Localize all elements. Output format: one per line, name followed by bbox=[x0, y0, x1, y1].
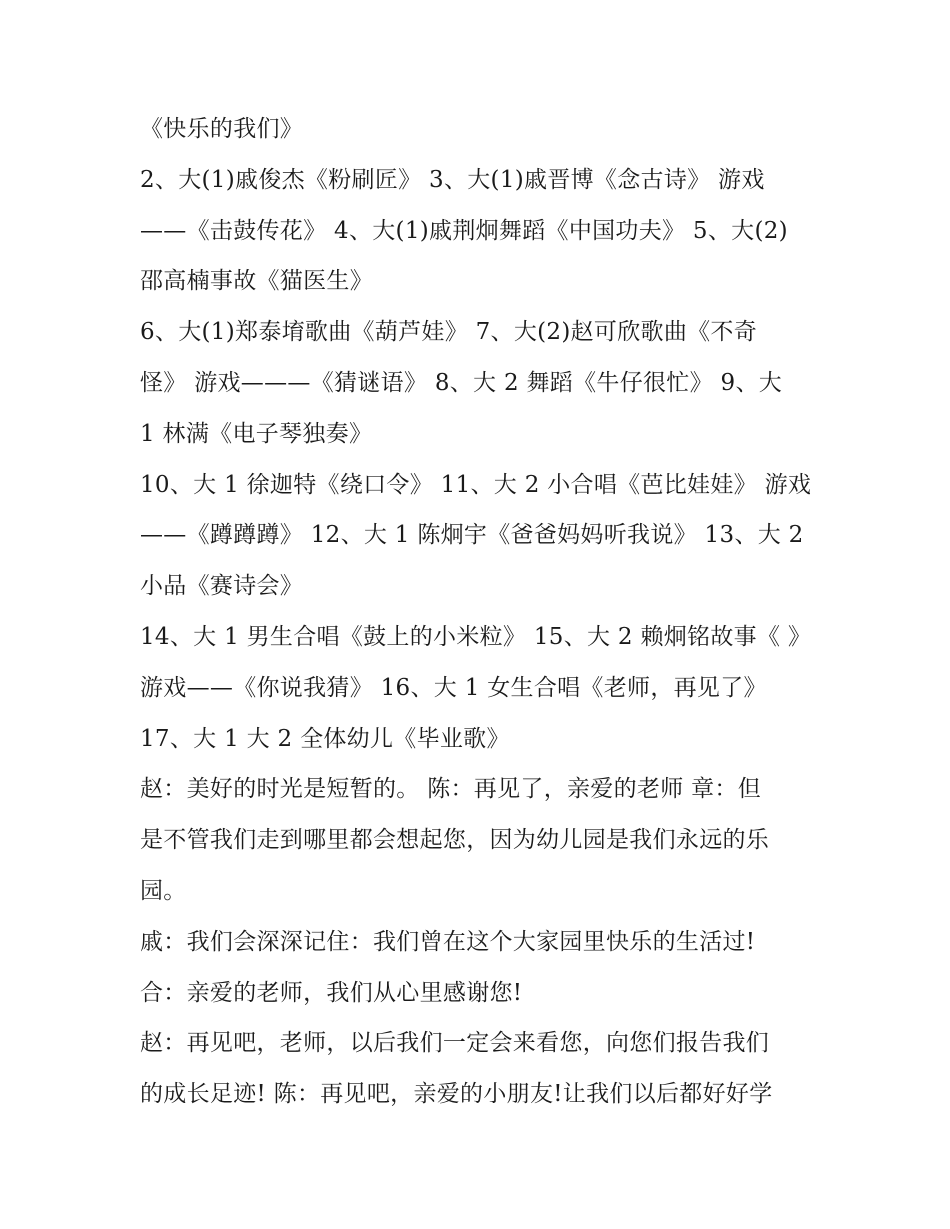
text-line: 17、大 1 大 2 全体幼儿《毕业歌》 bbox=[140, 725, 510, 752]
text-line: 2、大(1)戚俊杰《粉刷匠》 3、大(1)戚晋博《念古诗》 游戏 bbox=[140, 166, 765, 193]
text-line: ——《击鼓传花》 4、大(1)戚荆炯舞蹈《中国功夫》 5、大(2) bbox=[140, 217, 788, 244]
text-line: 10、大 1 徐迦特《绕口令》 11、大 2 小合唱《芭比娃娃》 游戏 bbox=[140, 471, 812, 498]
text-line: 赵：美好的时光是短暂的。 陈：再见了，亲爱的老师 章：但 bbox=[140, 776, 762, 803]
text-line: 合：亲爱的老师，我们从心里感谢您! bbox=[140, 979, 523, 1006]
document-body bbox=[140, 104, 820, 1120]
text-line: 《快乐的我们》 bbox=[140, 116, 304, 142]
text-line: 赵：再见吧，老师，以后我们一定会来看您，向您们报告我们 bbox=[140, 1030, 770, 1057]
text-line: 的成长足迹! 陈：再见吧，亲爱的小朋友!让我们以后都好好学 bbox=[140, 1081, 773, 1108]
text-line: 游戏——《你说我猜》 16、大 1 女生合唱《老师，再见了》 bbox=[140, 674, 767, 701]
text-line: 戚：我们会深深记住：我们曾在这个大家园里快乐的生活过! bbox=[140, 928, 756, 955]
text-line: 邵高楠事故《猫医生》 bbox=[140, 268, 373, 295]
text-line: 6、大(1)郑泰堉歌曲《葫芦娃》 7、大(2)赵可欣歌曲《不奇 bbox=[140, 319, 758, 346]
text-line: ——《蹲蹲蹲》 12、大 1 陈炯宇《爸爸妈妈听我说》 13、大 2 bbox=[140, 522, 804, 549]
text-line: 小品《赛诗会》 bbox=[140, 573, 304, 600]
text-line: 是不管我们走到哪里都会想起您，因为幼儿园是我们永远的乐 bbox=[140, 827, 770, 854]
text-line: 怪》 游戏———《猜谜语》 8、大 2 舞蹈《牛仔很忙》 9、大 bbox=[140, 369, 783, 396]
text-line: 园。 bbox=[140, 877, 187, 904]
text-line: 14、大 1 男生合唱《鼓上的小米粒》 15、大 2 赖炯铭故事《 》 bbox=[140, 623, 812, 650]
text-line: 1 林满《电子琴独奏》 bbox=[140, 420, 373, 447]
